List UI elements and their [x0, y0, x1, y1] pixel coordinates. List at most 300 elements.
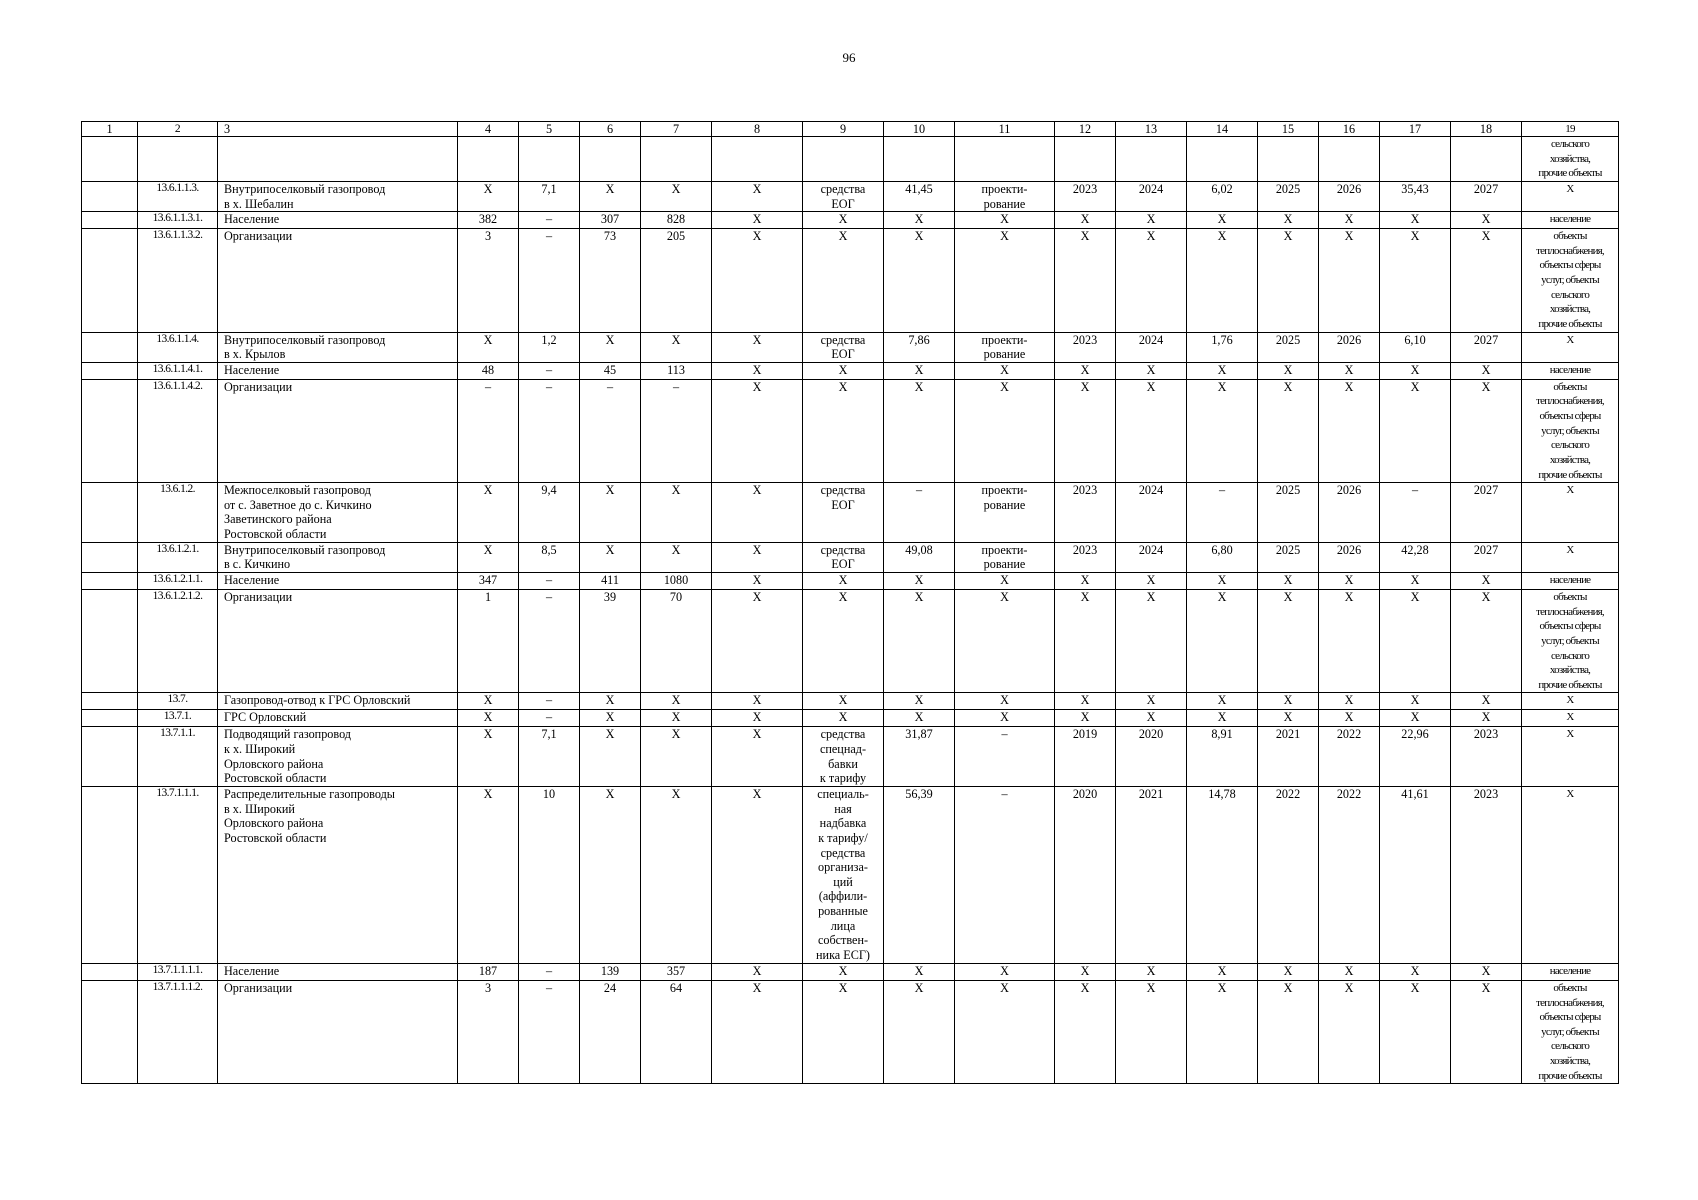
table-cell: 2023	[1451, 786, 1522, 963]
table-cell: Х	[803, 710, 884, 727]
table-cell: Х	[712, 590, 803, 693]
table-cell: 2027	[1451, 483, 1522, 543]
table-cell: 1	[458, 590, 519, 693]
table-cell: Х	[1319, 379, 1380, 482]
table-cell: Х	[884, 379, 955, 482]
table-cell: Х	[1380, 362, 1451, 379]
table-cell: –	[519, 710, 580, 727]
table-cell: специаль- ная надбавка к тарифу/ средства организа- ций (аффили- рованные лица собствен- ника ЕСГ)	[803, 786, 884, 963]
page-number: 96	[842, 50, 856, 65]
table-cell: Х	[884, 710, 955, 727]
table-cell: 13.6.1.2.1.1.	[138, 573, 218, 590]
table-cell: Х	[1116, 710, 1187, 727]
header-cell: 12	[1055, 122, 1116, 137]
table-cell: Х	[1055, 710, 1116, 727]
table-cell: 8,5	[519, 542, 580, 572]
table-cell: Х	[712, 693, 803, 710]
table-cell: Организации	[218, 980, 458, 1083]
table-row	[82, 212, 1619, 229]
table-cell: 307	[580, 212, 641, 229]
table-cell: 2024	[1116, 332, 1187, 362]
table-cell: Х	[1116, 980, 1187, 1083]
table-cell: Х	[1187, 963, 1258, 980]
table-cell: Х	[884, 980, 955, 1083]
table-cell: 2026	[1319, 181, 1380, 211]
table-cell: средства спецнад- бавки к тарифу	[803, 727, 884, 787]
table-cell: сельского хозяйства, прочие объекты	[1522, 137, 1619, 182]
table-cell: проекти- рование	[955, 483, 1055, 543]
table-cell	[82, 980, 138, 1083]
table-cell: Х	[1187, 980, 1258, 1083]
table-cell: Х	[580, 332, 641, 362]
table-cell	[519, 137, 580, 182]
table-cell: 2019	[1055, 727, 1116, 787]
table-cell: 13.6.1.2.	[138, 483, 218, 543]
header-cell: 11	[955, 122, 1055, 137]
table-cell: Х	[884, 573, 955, 590]
table-cell: 9,4	[519, 483, 580, 543]
table-cell: Х	[1258, 362, 1319, 379]
table-cell: 347	[458, 573, 519, 590]
table-cell: 2027	[1451, 181, 1522, 211]
table-cell: 8,91	[1187, 727, 1258, 787]
table-cell: Х	[712, 710, 803, 727]
table-cell: Х	[1380, 693, 1451, 710]
table-cell: Подводящий газопровод к х. Широкий Орловского района Ростовской области	[218, 727, 458, 787]
table-cell: 70	[641, 590, 712, 693]
table-cell	[82, 542, 138, 572]
table-cell: 2024	[1116, 181, 1187, 211]
table-cell: 41,45	[884, 181, 955, 211]
table-cell: 2025	[1258, 542, 1319, 572]
table-cell: Х	[1055, 229, 1116, 332]
table-cell: Х	[641, 693, 712, 710]
table-cell: объекты теплоснабжения, объекты сферы услуг, объекты сельского хозяйства, прочие объекты	[1522, 379, 1619, 482]
table-cell	[82, 483, 138, 543]
table-cell: население	[1522, 212, 1619, 229]
table-cell: 2024	[1116, 542, 1187, 572]
table-cell: –	[458, 379, 519, 482]
table-cell: Х	[1055, 573, 1116, 590]
table-cell	[82, 590, 138, 693]
table-cell: Х	[884, 963, 955, 980]
table-cell: 31,87	[884, 727, 955, 787]
header-cell: 18	[1451, 122, 1522, 137]
table-cell: 56,39	[884, 786, 955, 963]
table-cell: –	[519, 379, 580, 482]
table-cell: 41,61	[1380, 786, 1451, 963]
table-cell: Х	[580, 710, 641, 727]
table-cell: 139	[580, 963, 641, 980]
table-cell: население	[1522, 963, 1619, 980]
table-cell: –	[519, 362, 580, 379]
table-cell	[1055, 137, 1116, 182]
table-cell: Х	[1319, 693, 1380, 710]
table-cell: 3	[458, 229, 519, 332]
table-cell	[138, 137, 218, 182]
table-cell: Х	[712, 212, 803, 229]
table-cell: Х	[580, 693, 641, 710]
table-row	[82, 379, 1619, 482]
table-cell: 13.6.1.2.1.	[138, 542, 218, 572]
table-cell: Х	[1055, 379, 1116, 482]
table-cell: Х	[458, 542, 519, 572]
table-cell: –	[519, 980, 580, 1083]
table-cell: Х	[1116, 212, 1187, 229]
table-cell: Х	[1522, 483, 1619, 543]
table-cell	[1187, 137, 1258, 182]
table-cell: 1,2	[519, 332, 580, 362]
table-cell: 2027	[1451, 332, 1522, 362]
table-cell: Х	[1116, 379, 1187, 482]
table-cell: 39	[580, 590, 641, 693]
table-cell: Х	[1451, 980, 1522, 1083]
table-cell: Х	[712, 229, 803, 332]
table-cell: 13.6.1.1.4.1.	[138, 362, 218, 379]
table-cell: средства ЕОГ	[803, 483, 884, 543]
table-cell: Х	[1258, 693, 1319, 710]
table-cell: –	[884, 483, 955, 543]
table-cell: –	[1187, 483, 1258, 543]
table-cell: Х	[1522, 727, 1619, 787]
table-row	[82, 590, 1619, 693]
table-cell: 2025	[1258, 332, 1319, 362]
table-cell: –	[955, 786, 1055, 963]
table-cell: Х	[641, 786, 712, 963]
table-cell: 13.6.1.1.4.2.	[138, 379, 218, 482]
table-cell	[82, 963, 138, 980]
table-cell: Организации	[218, 590, 458, 693]
table-cell: средства ЕОГ	[803, 332, 884, 362]
table-cell: Х	[641, 727, 712, 787]
table-cell: Х	[884, 590, 955, 693]
header-cell: 5	[519, 122, 580, 137]
header-cell: 6	[580, 122, 641, 137]
table-cell: 2022	[1319, 727, 1380, 787]
table-cell: Х	[458, 693, 519, 710]
table-cell: 6,02	[1187, 181, 1258, 211]
table-cell: 2022	[1319, 786, 1380, 963]
table-row	[82, 963, 1619, 980]
table-cell: Население	[218, 362, 458, 379]
table-cell: Х	[1380, 229, 1451, 332]
table-cell: Х	[580, 542, 641, 572]
table-cell: 2025	[1258, 181, 1319, 211]
table-cell: 35,43	[1380, 181, 1451, 211]
table-cell: Х	[1522, 710, 1619, 727]
table-cell: проекти- рование	[955, 542, 1055, 572]
table-cell: Х	[955, 212, 1055, 229]
table-cell: Х	[1451, 379, 1522, 482]
table-cell: Х	[955, 590, 1055, 693]
table-cell	[458, 137, 519, 182]
table-cell: Х	[1055, 590, 1116, 693]
table-cell: Х	[712, 727, 803, 787]
table-cell: 13.7.1.	[138, 710, 218, 727]
table-row	[82, 362, 1619, 379]
data-table	[81, 121, 1619, 1084]
table-cell: Х	[1380, 573, 1451, 590]
header-cell: 9	[803, 122, 884, 137]
table-cell	[82, 332, 138, 362]
table-cell: Х	[1380, 963, 1451, 980]
table-cell: Х	[641, 542, 712, 572]
table-cell: Х	[1319, 212, 1380, 229]
header-row	[82, 122, 1619, 137]
table-row	[82, 229, 1619, 332]
table-cell: Х	[580, 786, 641, 963]
table-cell: Х	[1187, 229, 1258, 332]
table-cell	[82, 362, 138, 379]
table-cell: Организации	[218, 229, 458, 332]
table-cell: Х	[1319, 229, 1380, 332]
table-cell: Х	[884, 229, 955, 332]
table-cell: Х	[712, 379, 803, 482]
table-cell: Х	[1319, 590, 1380, 693]
table-row	[82, 542, 1619, 572]
table-cell: Х	[803, 362, 884, 379]
header-cell: 1	[82, 122, 138, 137]
table-cell: 2020	[1055, 786, 1116, 963]
table-cell: Х	[1187, 362, 1258, 379]
table-cell: 7,1	[519, 181, 580, 211]
table-cell: Х	[641, 181, 712, 211]
table-cell: 13.6.1.1.3.1.	[138, 212, 218, 229]
table-cell: 2024	[1116, 483, 1187, 543]
table-cell: 411	[580, 573, 641, 590]
table-cell: Организации	[218, 379, 458, 482]
table-cell: Х	[1258, 229, 1319, 332]
table-cell: Х	[1187, 710, 1258, 727]
table-cell: Газопровод-отвод к ГРС Орловский	[218, 693, 458, 710]
table-cell	[82, 727, 138, 787]
table-cell	[580, 137, 641, 182]
table-cell: –	[1380, 483, 1451, 543]
table-cell	[712, 137, 803, 182]
table-cell: 6,10	[1380, 332, 1451, 362]
table-cell: 13.7.1.1.1.	[138, 786, 218, 963]
table-cell: 2023	[1055, 181, 1116, 211]
table-cell: 2023	[1055, 542, 1116, 572]
table-cell	[1116, 137, 1187, 182]
table-cell: 7,1	[519, 727, 580, 787]
header-cell: 3	[218, 122, 458, 137]
table-cell: 10	[519, 786, 580, 963]
table-cell: Х	[1319, 963, 1380, 980]
table-cell: 73	[580, 229, 641, 332]
table-cell: население	[1522, 573, 1619, 590]
table-cell: объекты теплоснабжения, объекты сферы услуг, объекты сельского хозяйства, прочие объекты	[1522, 229, 1619, 332]
table-cell: 2023	[1451, 727, 1522, 787]
table-cell: 22,96	[1380, 727, 1451, 787]
table-cell: Х	[1380, 212, 1451, 229]
table-row	[82, 181, 1619, 211]
table-cell: 42,28	[1380, 542, 1451, 572]
table-cell: Х	[1055, 693, 1116, 710]
table-cell: Х	[955, 980, 1055, 1083]
table-cell: –	[519, 212, 580, 229]
table-cell: Х	[1522, 332, 1619, 362]
table-cell	[82, 229, 138, 332]
table-row	[82, 332, 1619, 362]
table-cell: Внутрипоселковый газопровод в х. Шебалин	[218, 181, 458, 211]
table-cell: средства ЕОГ	[803, 181, 884, 211]
table-cell: Х	[458, 786, 519, 963]
table-cell: Х	[1380, 379, 1451, 482]
table-cell: Х	[1258, 980, 1319, 1083]
table-cell: Х	[1380, 710, 1451, 727]
table-cell: Х	[1319, 362, 1380, 379]
table-cell: Х	[1055, 963, 1116, 980]
table-cell: Х	[803, 229, 884, 332]
table-cell: Население	[218, 573, 458, 590]
table-cell: 13.6.1.1.3.	[138, 181, 218, 211]
table-cell: 48	[458, 362, 519, 379]
table-cell: ГРС Орловский	[218, 710, 458, 727]
table-cell: 13.7.1.1.1.1.	[138, 963, 218, 980]
table-cell: Х	[803, 980, 884, 1083]
table-cell: Х	[1116, 229, 1187, 332]
table-cell: средства ЕОГ	[803, 542, 884, 572]
table-cell: Х	[1258, 590, 1319, 693]
table-cell	[1451, 137, 1522, 182]
table-cell	[803, 137, 884, 182]
table-cell: Х	[712, 483, 803, 543]
table-cell: Х	[1187, 693, 1258, 710]
table-cell: 828	[641, 212, 712, 229]
table-cell: Х	[884, 362, 955, 379]
table-cell: 2026	[1319, 332, 1380, 362]
table-row	[82, 980, 1619, 1083]
table-cell: Х	[1451, 573, 1522, 590]
table-cell	[641, 137, 712, 182]
table-cell: проекти- рование	[955, 332, 1055, 362]
table-cell: Х	[955, 379, 1055, 482]
table-cell	[82, 379, 138, 482]
table-cell: объекты теплоснабжения, объекты сферы услуг, объекты сельского хозяйства, прочие объекты	[1522, 980, 1619, 1083]
table-row	[82, 710, 1619, 727]
table-cell: Х	[458, 332, 519, 362]
table-cell: Х	[641, 483, 712, 543]
table-row	[82, 727, 1619, 787]
table-cell: Х	[580, 727, 641, 787]
table-cell: население	[1522, 362, 1619, 379]
table-cell: –	[519, 590, 580, 693]
table-cell: Межпоселковый газопровод от с. Заветное до с. Кичкино Заветинского района Ростовской области	[218, 483, 458, 543]
table-cell: –	[519, 693, 580, 710]
table-cell: 6,80	[1187, 542, 1258, 572]
table-cell: Х	[1258, 212, 1319, 229]
table-cell: Х	[1187, 573, 1258, 590]
table-cell: Х	[1451, 693, 1522, 710]
table-cell: Х	[1522, 181, 1619, 211]
table-cell: Внутрипоселковый газопровод в с. Кичкино	[218, 542, 458, 572]
table-row	[82, 483, 1619, 543]
header-cell: 4	[458, 122, 519, 137]
table-cell: Х	[580, 483, 641, 543]
table-cell: Х	[1116, 590, 1187, 693]
table-cell: Х	[803, 693, 884, 710]
header-cell: 14	[1187, 122, 1258, 137]
table-cell	[82, 137, 138, 182]
table-cell: 2023	[1055, 332, 1116, 362]
table-cell: Х	[712, 181, 803, 211]
table-cell: Х	[1319, 710, 1380, 727]
header-cell: 13	[1116, 122, 1187, 137]
table-cell: 113	[641, 362, 712, 379]
table-cell: Х	[1116, 573, 1187, 590]
table-cell: 13.6.1.2.1.2.	[138, 590, 218, 693]
table-cell: Х	[1055, 212, 1116, 229]
table-cell: Х	[580, 181, 641, 211]
table-cell: Х	[1116, 963, 1187, 980]
table-cell: 13.7.1.1.	[138, 727, 218, 787]
table-cell: Х	[1380, 980, 1451, 1083]
table-cell: 2020	[1116, 727, 1187, 787]
table-cell: 64	[641, 980, 712, 1083]
table-cell: Х	[1522, 786, 1619, 963]
table-row	[82, 573, 1619, 590]
table-cell: Х	[712, 963, 803, 980]
table-cell	[82, 212, 138, 229]
table-cell: Х	[1055, 362, 1116, 379]
table-cell: Х	[803, 963, 884, 980]
table-cell: Х	[712, 786, 803, 963]
table-cell: Х	[1451, 590, 1522, 693]
table-cell: 2026	[1319, 542, 1380, 572]
table-cell	[82, 786, 138, 963]
table-cell: 13.7.1.1.1.2.	[138, 980, 218, 1083]
table-cell: Х	[1451, 362, 1522, 379]
table-cell: объекты теплоснабжения, объекты сферы услуг, объекты сельского хозяйства, прочие объекты	[1522, 590, 1619, 693]
header-cell: 19	[1522, 122, 1619, 137]
table-cell: –	[955, 727, 1055, 787]
table-row	[82, 137, 1619, 182]
table-cell	[82, 710, 138, 727]
table-cell: 7,86	[884, 332, 955, 362]
table-cell: Х	[955, 693, 1055, 710]
table-cell: Х	[1187, 212, 1258, 229]
table-cell: Х	[955, 710, 1055, 727]
table-cell: 1080	[641, 573, 712, 590]
table-cell: 13.6.1.1.4.	[138, 332, 218, 362]
table-cell: Х	[458, 710, 519, 727]
table-cell: Х	[712, 332, 803, 362]
table-cell	[1380, 137, 1451, 182]
table-cell: Х	[1451, 710, 1522, 727]
table-cell: 2025	[1258, 483, 1319, 543]
header-cell: 2	[138, 122, 218, 137]
table-cell: –	[641, 379, 712, 482]
table-cell: Х	[1451, 963, 1522, 980]
table-cell: Х	[955, 963, 1055, 980]
table-cell: Х	[955, 229, 1055, 332]
table-cell: Х	[1380, 590, 1451, 693]
table-cell: Х	[1116, 362, 1187, 379]
table-cell	[82, 573, 138, 590]
table-cell: Х	[884, 212, 955, 229]
table-cell: 45	[580, 362, 641, 379]
table-cell: –	[580, 379, 641, 482]
table-cell: Х	[1319, 573, 1380, 590]
header-cell: 10	[884, 122, 955, 137]
table-cell: Х	[712, 980, 803, 1083]
table-cell: –	[519, 573, 580, 590]
table-cell: проекти- рование	[955, 181, 1055, 211]
table-cell: 357	[641, 963, 712, 980]
table-cell: –	[519, 963, 580, 980]
table-cell: 3	[458, 980, 519, 1083]
